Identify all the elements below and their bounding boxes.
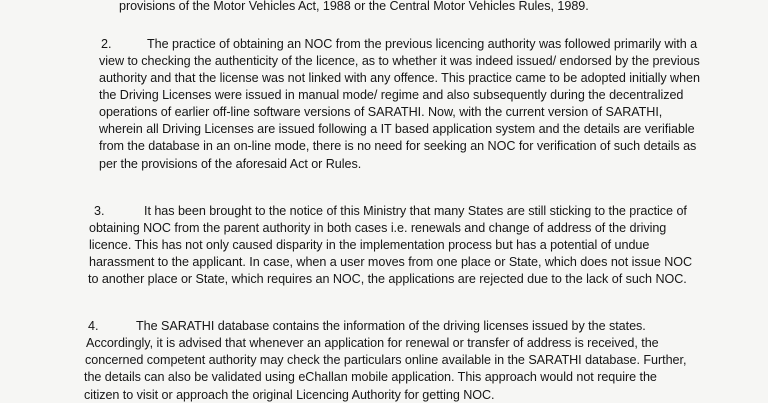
paragraph-3-line-1 (94, 203, 687, 219)
paragraph-number: 2. (101, 37, 112, 51)
paragraph-3-line-4: harassment to the applicant. In case, when a user moves from one place or State, which does not issue NOC (89, 255, 693, 269)
paragraph-3-line-3: licence. This has not only caused disparity in the implementation process but has a potential of undue (89, 238, 650, 252)
paragraph-4-line-2: Accordingly, it is advised that whenever an application for renewal or transfer of address is received, the (86, 336, 659, 350)
paragraph-text: It has been brought to the notice of this Ministry that many States are still sticking to the practice of (144, 204, 687, 218)
paragraph-2-line-6: wherein all Driving Licenses are issued following a IT based application system and the details are verifiable (99, 122, 695, 136)
paragraph-2-line-1 (101, 36, 708, 52)
paragraph-text: The practice of obtaining an NOC from the previous licencing authority was followed primarily with a (147, 37, 698, 51)
paragraph-2-line-8: per the provisions of the aforesaid Act or Rules. (99, 157, 362, 171)
paragraph-2-line-4: the Driving Licenses were issued in manual mode/ regime and also subsequently during the decentralized (99, 88, 684, 102)
paragraph-2-line-7: from the database in an on-line mode, there is no need for seeking an NOC for verification of such details as (99, 139, 697, 153)
paragraph-4-line-3: concerned competent authority may check the particulars online available in the SARATHI database. Further, (85, 353, 687, 367)
paragraph-2-line-5: operations of earlier off-line software versions of SARATHI. Now, with the current version of SARATHI, (99, 105, 663, 119)
paragraph-text: The SARATHI database contains the information of the driving licenses issued by the states. (136, 319, 646, 333)
paragraph-4-line-5: citizen to visit or approach the original Licencing Authority for getting NOC. (84, 388, 495, 402)
paragraph-3-line-5: to another place or State, which requires an NOC, the applications are rejected due to the lack of such NOC. (88, 272, 687, 286)
paragraph-3-line-2: obtaining NOC from the parent authority in both cases i.e. renewals and change of address of the driving (89, 221, 667, 235)
paragraph-4-line-4: the details can also be validated using eChallan mobile application. This approach would not require the (84, 370, 657, 384)
paragraph-2-line-2: view to checking the authenticity of the licence, as to whether it was indeed issued/ endorsed by the previous (99, 54, 700, 68)
paragraph-4-line-1 (88, 318, 646, 334)
intro-line: provisions of the Motor Vehicles Act, 1988 or the Central Motor Vehicles Rules, 1989. (119, 0, 589, 13)
paragraph-number: 4. (88, 319, 99, 333)
paragraph-2-line-3: authority and that the license was not linked with any offence. This practice came to be adopted initially when (99, 71, 700, 85)
paragraph-number: 3. (94, 204, 105, 218)
